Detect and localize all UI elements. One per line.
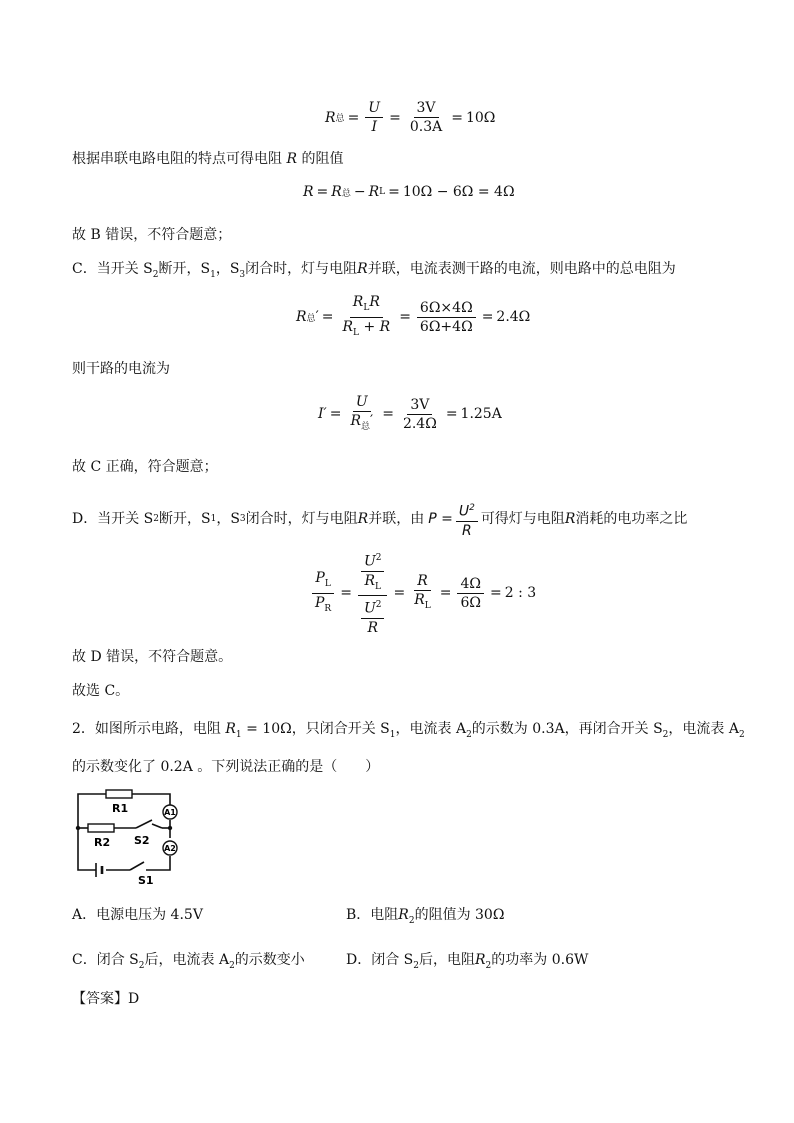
eq3-den1-sub: L: [353, 327, 360, 338]
text-line-2: 故 B 错误，不符合题意；: [72, 227, 232, 243]
option-c-mid: 后，电流表 A: [144, 952, 230, 968]
option-d[interactable]: [346, 951, 588, 975]
equation-main-current: I′ = $\frac{U}{R_总'}$ = $\frac{3V}{2.4\Omega}$ = 1.25A: [318, 394, 502, 432]
option-d-sub: 2: [413, 960, 419, 971]
text-line-3: [72, 260, 676, 284]
option-d-pre: D．闭合 S: [346, 952, 414, 968]
text-line-5: 故 C 正确，符合题意；: [72, 459, 218, 475]
line1-post: 的阻值: [301, 151, 344, 167]
line6-s1: 1: [210, 514, 217, 525]
line3-post2: 并联，电流表测干路的电流，则电路中的总电阻为: [367, 261, 676, 277]
q2-r1: R: [225, 721, 236, 737]
text-line-4: 则干路的电流为: [72, 361, 170, 377]
line1-pre: 根据串联电路电阻的特点可得电阻: [72, 151, 282, 167]
line6-num: U: [458, 503, 470, 520]
eq3-den1: R: [342, 318, 354, 335]
line6-mid4: 并联，由: [368, 511, 425, 528]
option-c-pre: C．闭合 S: [72, 952, 139, 968]
option-d-sub2: 2: [485, 960, 492, 971]
eq2-t2: R: [368, 184, 380, 200]
option-b[interactable]: [346, 906, 504, 930]
option-c[interactable]: [72, 951, 305, 975]
equation-total-resistance: R 总 = $\frac{U}{I}$ = $\frac{3V}{0.3A}$ = 10Ω: [325, 100, 496, 135]
eq4-lhs: I′: [318, 406, 327, 423]
eq4-den1-sub: 总: [361, 421, 371, 432]
eq4-den2: 2.4Ω: [402, 415, 437, 432]
line3-s2: 2: [152, 269, 159, 280]
line6-pre: D．当开关 S: [72, 511, 154, 528]
label-r2: R2: [94, 836, 111, 849]
circuit-diagram: [68, 786, 188, 886]
eq1-den2: 0.3A: [409, 119, 443, 135]
eq3-lhs: R: [296, 309, 307, 326]
option-c-sub: 2: [138, 960, 145, 971]
eq2-t2-sub: L: [379, 187, 386, 197]
q2-r1-sub: 1: [235, 729, 242, 740]
eq5-result: 2 : 3: [504, 585, 537, 602]
q2-s2: 2: [662, 729, 669, 740]
line3-mid2: ，S: [215, 261, 240, 277]
line6-post2: 消耗的电功率之比: [575, 511, 688, 528]
option-b-var: R: [398, 907, 409, 923]
equation-power-ratio: $\frac{P_L}{P_R}$ = $\frac{\frac{U^2}{R_L}}{\frac{U^2}{R}}$ = $\frac{R}{R_L}$ = $\frac{4\Omega}{6\Omega}$ = 2 : 3: [309, 550, 536, 636]
eq1-lhs-sub: 总: [335, 114, 345, 124]
ammeter-a2-label: A2: [164, 844, 176, 853]
label-r1: R1: [112, 802, 129, 815]
line3-mid1: 断开，S: [158, 261, 211, 277]
text-line-7: 故 D 错误，不符合题意。: [72, 649, 233, 665]
option-b-post: 的阻值为 30Ω: [414, 907, 505, 923]
eq1-num1: U: [365, 100, 383, 118]
line3-pre: C．当开关 S: [72, 261, 153, 277]
question-2-line-2: 的示数变化了 0.2A 。下列说法正确的是（ ）: [72, 759, 380, 775]
q2-a2b: 2: [738, 729, 745, 740]
q2-mid3: 的示数为 0.3A，再闭合开关 S: [471, 721, 663, 737]
eq5-den2: 6Ω: [460, 594, 481, 611]
eq3-result: 2.4Ω: [496, 309, 531, 326]
q2-mid2: ，电流表 A: [395, 721, 467, 737]
eq2-result: 10Ω − 6Ω = 4Ω: [402, 184, 515, 200]
eq4-den1: R: [350, 413, 361, 429]
eq4-num2: 3V: [407, 397, 432, 415]
option-c-post: 的示数变小: [234, 952, 305, 968]
line3-post: 闭合时，灯与电阻: [245, 261, 358, 277]
eq3-num2: 6Ω×4Ω: [417, 300, 476, 318]
line6-formula-num: $U^2$: [456, 500, 478, 522]
option-b-pre: B．电阻: [346, 907, 399, 923]
text-line-1: [72, 150, 343, 168]
resistor-r1: [106, 790, 132, 798]
eq3-den2: 6Ω+4Ω: [419, 318, 473, 335]
eq3-num1-tail: R: [369, 294, 380, 310]
q2-a2: 2: [466, 729, 472, 740]
eq3-num1-sub: L: [363, 302, 370, 313]
text-line-6: [72, 500, 687, 539]
line1-var: R: [286, 151, 297, 167]
option-c-sub2: 2: [229, 960, 235, 971]
eq3-lhs-sub: 总: [306, 313, 316, 324]
eq2-t1-sub: 总: [341, 188, 351, 199]
eq3-den1-tail: + R: [359, 318, 391, 335]
label-s1: S1: [138, 874, 154, 886]
eq3-num1: R: [352, 294, 364, 310]
q2-mid4: ，电流表 A: [668, 721, 739, 737]
eq1-lhs: R: [325, 109, 336, 126]
answer: 【答案】D: [72, 991, 140, 1007]
eq4-num1: U: [353, 394, 371, 412]
option-b-sub: 2: [408, 915, 415, 926]
ammeter-a1-label: A1: [164, 808, 176, 817]
question-2-line-1: [72, 720, 745, 744]
eq5-num2: 4Ω: [457, 576, 484, 594]
option-a[interactable]: A．电源电压为 4.5V: [72, 907, 203, 923]
line6-mid1: 断开，S: [159, 511, 211, 528]
q2-mid1: ，只闭合开关 S: [291, 721, 390, 737]
line6-mid2: ，S: [216, 511, 240, 528]
line6-s2: 2: [153, 514, 159, 525]
eq1-result: 10Ω: [465, 109, 496, 126]
eq1-den1: I: [371, 119, 377, 135]
q2-s1: 1: [389, 729, 396, 740]
line6-var: R: [357, 511, 369, 528]
line6-formula-den: R: [461, 522, 472, 539]
option-d-var: R: [475, 952, 486, 968]
label-s2: S2: [134, 834, 150, 847]
line6-post: 可得灯与电阻: [480, 511, 565, 528]
eq2-t1: R: [331, 184, 342, 200]
line6-var2: R: [564, 511, 576, 528]
q2-r1-val: = 10Ω: [246, 721, 292, 737]
eq4-result: 1.25A: [460, 406, 502, 423]
line6-s3: 3: [239, 514, 246, 525]
option-d-mid: 后，电阻: [419, 952, 475, 968]
q2-pre: 2．如图所示电路，电阻: [72, 721, 221, 737]
line3-var: R: [357, 261, 368, 277]
line3-s3: 3: [239, 269, 246, 280]
eq1-num2: 3V: [414, 100, 439, 118]
equation-parallel-resistance: R 总 ′ = $\frac{R_LR}{R_L + R}$ = $\frac{6\Omega\times 4\Omega}{6\Omega+4\Omega}$ = 2.4Ω: [296, 294, 531, 338]
eq2-lhs: R: [303, 184, 314, 200]
option-d-post: 的功率为 0.6W: [491, 952, 589, 968]
line6-formula-lhs: P =: [428, 511, 453, 528]
line3-s1: 1: [210, 269, 216, 280]
line6-mid3: 闭合时，灯与电阻: [245, 511, 358, 528]
resistor-r2: [88, 824, 114, 832]
text-line-8: 故选 C。: [72, 683, 130, 699]
equation-resistance-r: R = R 总 − R L = 10Ω − 6Ω = 4Ω: [303, 184, 515, 200]
